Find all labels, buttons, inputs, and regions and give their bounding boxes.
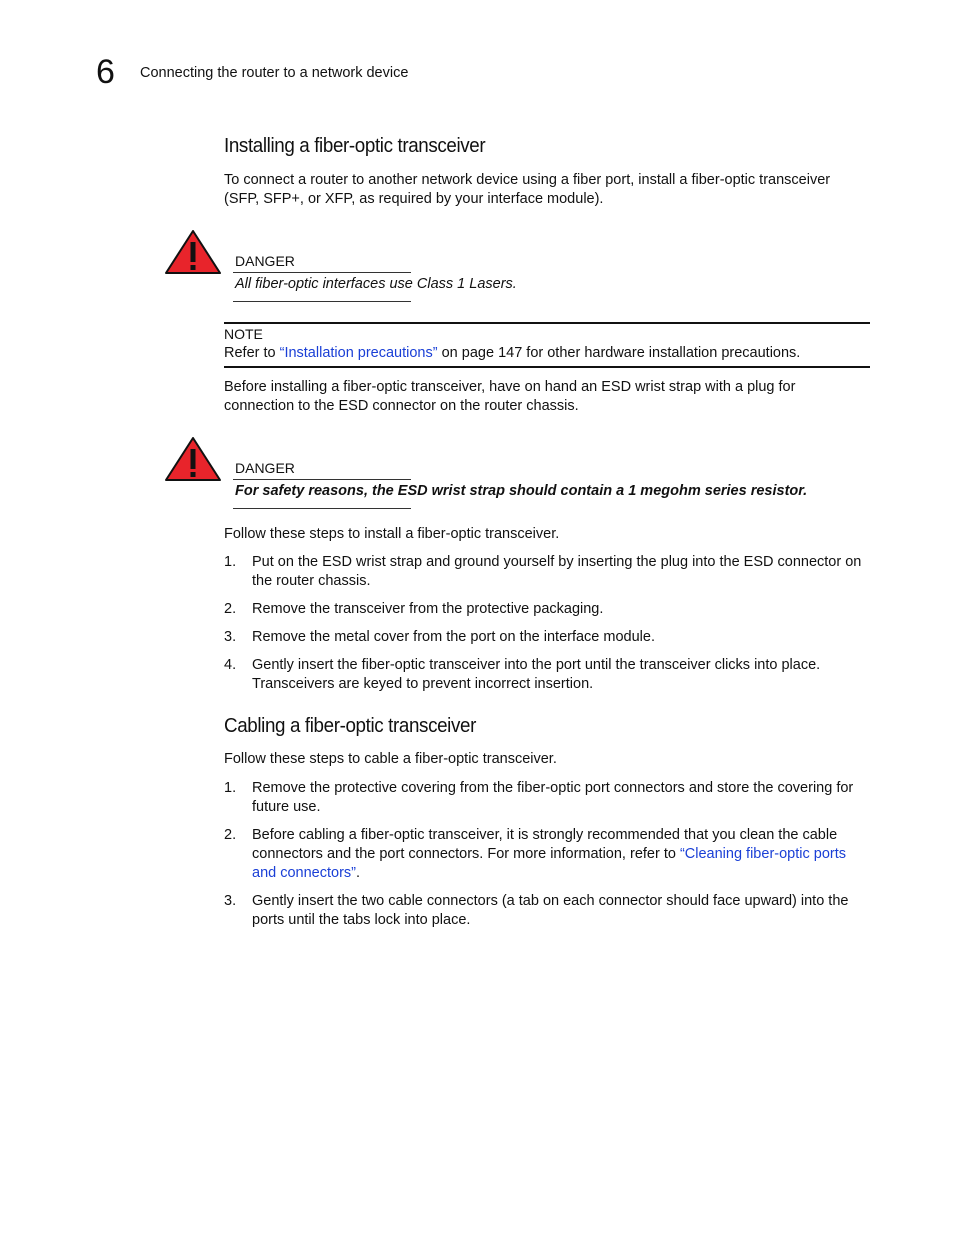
step-text: Remove the protective covering from the fiber-optic port connectors and store the covering for future use.: [252, 780, 854, 815]
intro-paragraph: To connect a router to another network device using a fiber port, install a fiber-optic transceiver (SFP, SFP+, or XFP, as required by your interface module).: [224, 172, 831, 207]
cleaning-fiber-optic-link[interactable]: “Cleaning fiber-optic ports and connectors”: [252, 846, 846, 881]
cabling-steps-list: [224, 779, 869, 939]
chapter-number: 6: [96, 53, 115, 91]
before-paragraph: Before installing a fiber-optic transceiver, have on hand an ESD wrist strap with a plug for connection to the ESD connector on the router chassis.: [224, 379, 796, 414]
step-number: 3.: [224, 629, 237, 645]
list-item: [224, 656, 869, 694]
danger-rule-bottom: [233, 301, 411, 302]
step-number: 4.: [224, 657, 237, 673]
step-text: Gently insert the two cable connectors (a tab on each connector should face upward) into the ports until the tabs lock into place.: [252, 893, 849, 928]
running-header: Connecting the router to a network device: [140, 65, 409, 81]
cabling-steps-intro: Follow these steps to cable a fiber-optic transceiver.: [224, 751, 557, 767]
danger-text: All fiber-optic interfaces use Class 1 Lasers.: [235, 276, 517, 292]
step-text: Remove the metal cover from the port on the interface module.: [252, 629, 655, 645]
note-text: [224, 344, 869, 363]
step-text-after: .: [355, 865, 361, 881]
list-item: [224, 553, 869, 591]
danger-warning-icon: [164, 229, 222, 275]
install-steps-intro: Follow these steps to install a fiber-optic transceiver.: [224, 526, 560, 542]
danger-rule-top: [233, 479, 411, 480]
section-heading-installing: Installing a fiber-optic transceiver: [224, 135, 486, 157]
list-item: [224, 826, 869, 883]
danger-rule-bottom: [233, 508, 411, 509]
step-number: 1.: [224, 554, 237, 570]
install-steps-list: [224, 553, 869, 703]
list-item: [224, 892, 869, 930]
installation-precautions-link[interactable]: “Installation precautions”: [279, 345, 438, 361]
danger-text: For safety reasons, the ESD wrist strap should contain a 1 megohm series resistor.: [235, 483, 808, 499]
step-text-before: Before cabling a fiber-optic transceiver, it is strongly recommended that you clean the cable connectors and the port connectors. For more information, refer to: [252, 827, 838, 862]
danger-label: DANGER: [235, 253, 295, 269]
section-heading-cabling: Cabling a fiber-optic transceiver: [224, 715, 476, 737]
step-text: Remove the transceiver from the protective packaging.: [252, 601, 604, 617]
step-number: 3.: [224, 893, 237, 909]
list-item: [224, 628, 869, 647]
danger-rule-top: [233, 272, 411, 273]
list-item: [224, 600, 869, 619]
step-number: 2.: [224, 827, 237, 843]
note-text-after: on page 147 for other hardware installation precautions.: [437, 345, 801, 361]
step-number: 2.: [224, 601, 237, 617]
note-rule-bottom: [224, 366, 870, 368]
step-number: 1.: [224, 780, 237, 796]
note-text-before: Refer to: [224, 345, 280, 361]
step-text: Put on the ESD wrist strap and ground yourself by inserting the plug into the ESD connector on the router chassis.: [252, 554, 862, 589]
danger-label: DANGER: [235, 460, 295, 476]
note-label: NOTE: [224, 326, 263, 342]
danger-warning-icon: [164, 436, 222, 482]
list-item: [224, 779, 869, 817]
note-rule-top: [224, 322, 870, 324]
step-text: Gently insert the fiber-optic transceiver into the port until the transceiver clicks into place. Transceivers are keyed to prevent incorrect insertion.: [252, 657, 821, 692]
